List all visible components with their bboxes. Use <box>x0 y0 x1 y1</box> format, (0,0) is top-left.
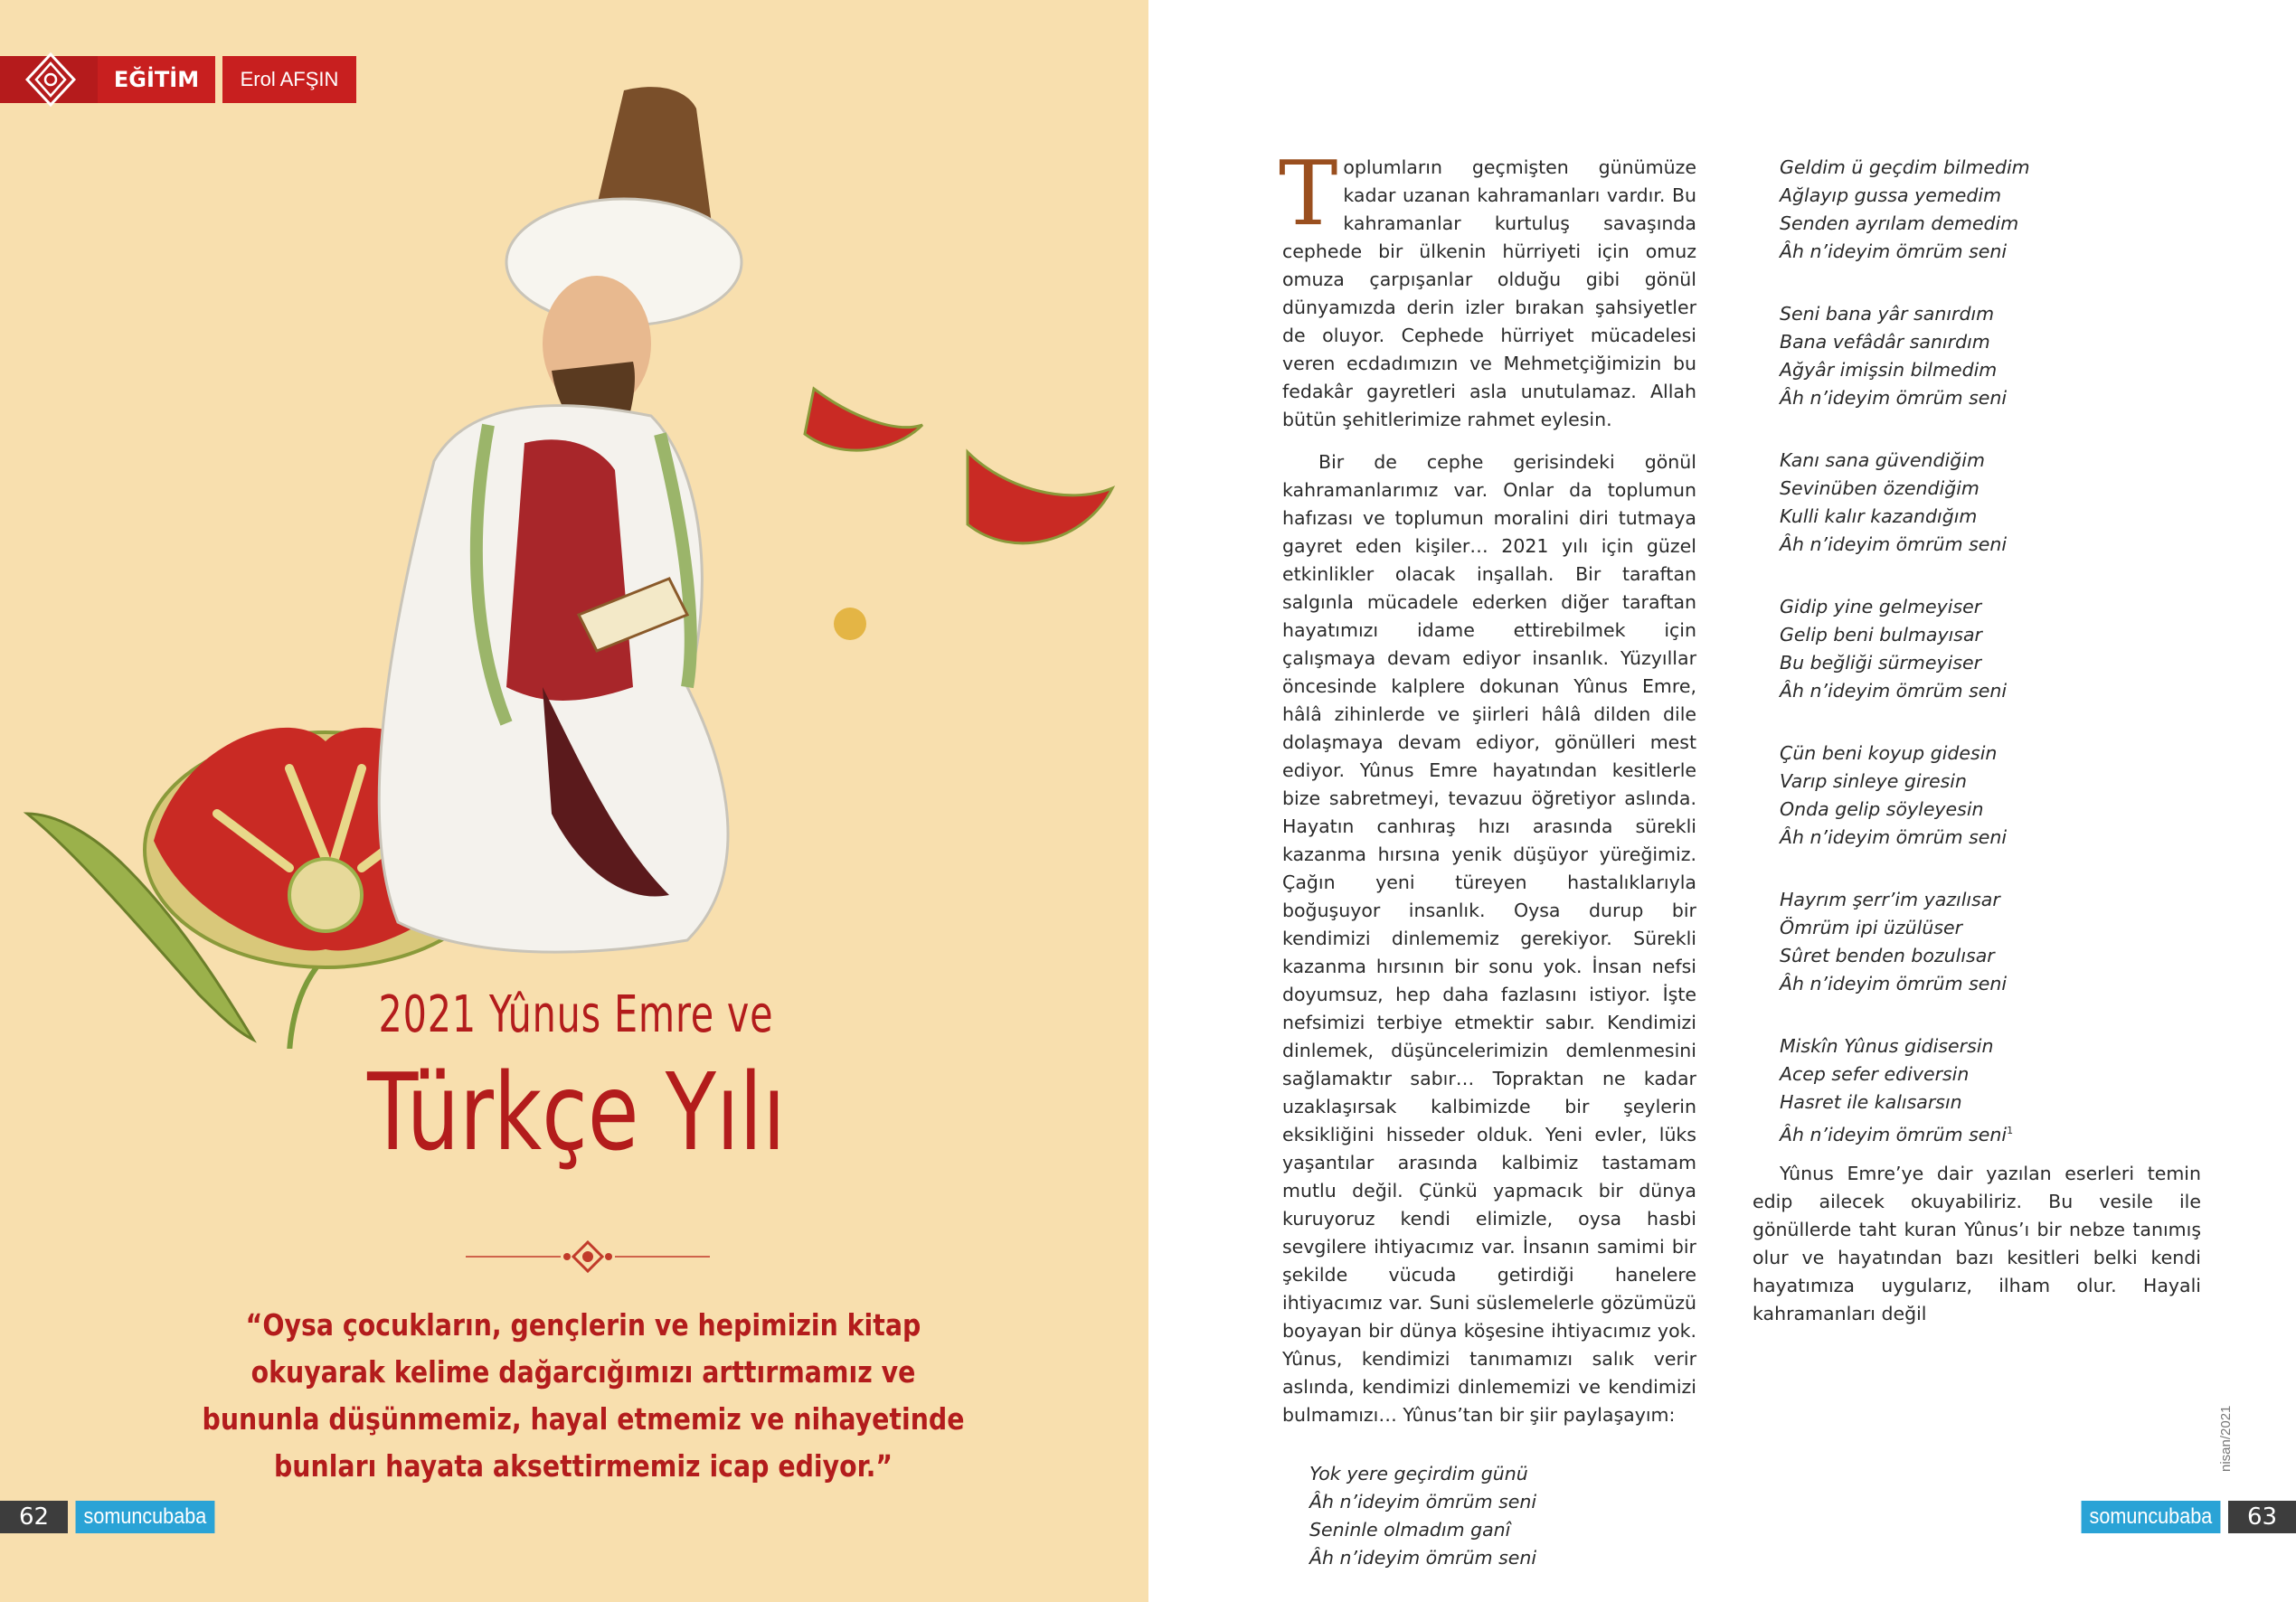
article-title-line1: 2021 Yûnus Emre ve <box>378 985 774 1044</box>
article-paragraph-3: Yûnus Emre’ye dair yazılan eserleri temin edip ailecek okuyabiliriz. Bu vesile ile gönüllerde taht kuran Yûnus’ı bir nebze tanımış olur ve hayatından bazı kesitleri belki kendi hayatımıza uygularız, ilham olur. Hayali kahramanları değil <box>1753 1162 2201 1324</box>
poem-line: Seninle olmadım ganî <box>1309 1519 1511 1541</box>
poem-line: Âh n’ideyim ömrüm seni <box>1780 680 2008 702</box>
poem-line: Hayrım şerr’im yazılısar <box>1780 889 2000 910</box>
poem-line: Ömrüm ipi üzülüser <box>1780 917 1963 938</box>
poem-line: Âh n’ideyim ömrüm seni <box>1309 1491 1537 1512</box>
poem-line: Sevinüben özendiğim <box>1780 477 1979 499</box>
poem-line: Âh n’ideyim ömrüm seni <box>1780 1123 2008 1145</box>
article-title-line2: Türkçe Yılı <box>367 1050 786 1174</box>
poem-line: Gelip beni bulmayısar <box>1780 624 1982 646</box>
article-column-2 <box>1753 154 2201 1328</box>
issue-date: nisan/2021 <box>2218 1405 2234 1472</box>
poem-line: Âh n’ideyim ömrüm seni <box>1780 973 2008 994</box>
poem-line: Miskîn Yûnus gidisersin <box>1780 1035 1994 1057</box>
poem-line: Kulli kalır kazandığım <box>1780 505 1978 527</box>
author-name: Erol AFŞIN <box>222 56 356 103</box>
poem-line: Sûret benden bozulısar <box>1780 945 1995 966</box>
poem-line: Âh n’ideyim ömrüm seni <box>1780 533 2008 555</box>
page-number: 63 <box>2228 1501 2296 1533</box>
poem-stanza <box>1753 593 2201 705</box>
poem-line: Ağlayıp gussa yemedim <box>1780 184 2002 206</box>
article-column-1 <box>1279 143 1696 1572</box>
poem-line: Âh n’ideyim ömrüm seni <box>1309 1547 1537 1569</box>
poem-line: Onda gelip söyleyesin <box>1780 798 1984 820</box>
poem-block-col1 <box>1282 1460 1696 1572</box>
right-page <box>1148 0 2296 1602</box>
poem-line: Bu beğliği sürmeyiser <box>1780 652 1982 674</box>
poem-stanza <box>1753 886 2201 998</box>
poem-line: Senden ayrılam demedim <box>1780 212 2019 234</box>
footnote-marker: 1 <box>2007 1125 2014 1136</box>
poem-line: Varıp sinleye giresin <box>1780 770 1967 792</box>
poem-stanza <box>1753 300 2201 412</box>
poem-line: Âh n’ideyim ömrüm seni <box>1780 240 2008 262</box>
poem-line: Geldim ü geçdim bilmedim <box>1780 156 2030 178</box>
poem-line: Hasret ile kalısarsın <box>1780 1091 1962 1113</box>
poem-line: Âh n’ideyim ömrüm seni <box>1780 387 2008 409</box>
poem-block-col2 <box>1753 154 2201 1149</box>
poem-line: Ağyâr imişsin bilmedim <box>1780 359 1998 381</box>
poem-line: Gidip yine gelmeyiser <box>1780 596 1982 617</box>
pull-quote: “Oysa çocukların, gençlerin ve hepimizin kitap okuyarak kelime dağarcığımızı arttırmamız ve bununla düşünmemiz, hayal etmemiz ve nihayetinde bunları hayata aksettirmemiz icap ediyor.” <box>202 1307 965 1484</box>
poem-stanza <box>1753 740 2201 852</box>
article-paragraph-2: Bir de cephe gerisindeki gönül kahramanlarımız var. Onlar da toplumun hafızası ve toplumun moralini diri tutmaya gayret eden kişiler… 2021 yılı için güzel etkinlikler olacak inşallah. Bir taraftan salgınla mücadele ederken diğer taraftan hayatımızı idame ettirebilmek için çalışmaya devam ediyor insanlık. Yüzyıllar öncesinde kalplere dokunan Yûnus Emre, hâlâ zihinlerde ve şiirleri hâlâ dilden dile dolaşmaya devam ediyor, gönülleri mest ediyor. Yûnus Emre hayatından kesitlerle bize sabretmeyi, tevazuu öğretiyor aslında. Hayatın canhıraş hızı arasında sürekli kazanma hırsına yenik düşüyor yüreğimiz. Çağın yeni türeyen hastalıklarıyla boğuşuyor insanlık. Oysa durup bir kendimizi dinlememiz gerekiyor. Sürekli kazanma hırsının bir sonu yok. İnsan nefsi doyumsuz, hep daha fazlasını istiyor. İşte nefsimizi terbiye etmektir sabır. Kendimizi dinlemek, düşüncelerimizin demlenmesini sağlamaktır sabır… Topraktan ne kadar uzaklaşırsak kalbimizde bir şeylerin eksikliğini hisseder olduk. Yeni evler, lüks yaşantılar arasında kalbimiz tastamam mutlu değil. Çünkü yapmacık bir dünya kuruyoruz kendi elimizle, oysa hasbi sevgilere ihtiyacımız var. İnsanın samimi bir şekilde vücuda getirdiği hanelere ihtiyacımız var. Suni süslemelerle gözümüzü boyayan bir dünya köşesine ihtiyacımız yok. Yûnus, kendimizi tanımamızı salık verir aslında, kendimizi dinlememizi ve kendimizi bulmamızı… Yûnus’tan bir şiir paylaşayım: <box>1282 451 1696 1426</box>
magazine-brand: somuncubaba <box>76 1501 215 1533</box>
drop-cap: T <box>1279 143 1338 246</box>
poem-line: Kanı sana güvendiğim <box>1780 449 1985 471</box>
poem-line: Seni bana yâr sanırdım <box>1780 303 1995 325</box>
page-footer-right <box>2074 1501 2296 1533</box>
magazine-brand: somuncubaba <box>2082 1501 2221 1533</box>
poem-stanza <box>1753 154 2201 266</box>
poem-line: Acep sefer ediversin <box>1780 1063 1970 1085</box>
poem-line: Çün beni koyup gidesin <box>1780 742 1998 764</box>
page-footer-left <box>0 1501 222 1533</box>
poem-stanza <box>1753 1032 2201 1149</box>
article-paragraph-1: Toplumların geçmişten günümüze kadar uzanan kahramanları vardır. Bu kahramanlar kurtuluş savaşında cephede bir ülkenin hürriyeti için omuz omuza çarpışanlar olduğu gibi gönül dünyamızda derin izler bırakan şahsiyetler de oluyor. Cephede hürriyet mücadelesi veren ecdadımızın ve Mehmetçiğimizin bu fedakâr gayretleri asla unutulamaz. Allah bütün şehitlerimize rahmet eylesin. <box>1279 143 1696 430</box>
title-divider-ornament <box>466 1240 710 1273</box>
poem-stanza <box>1753 447 2201 559</box>
page-number: 62 <box>0 1501 68 1533</box>
section-label: EĞİTİM <box>98 56 215 103</box>
poem-line: Âh n’ideyim ömrüm seni <box>1780 826 2008 848</box>
poem-line: Yok yere geçirdim günü <box>1309 1463 1528 1484</box>
miniature-illustration <box>0 54 1148 1049</box>
poem-line: Bana vefâdâr sanırdım <box>1780 331 1990 353</box>
